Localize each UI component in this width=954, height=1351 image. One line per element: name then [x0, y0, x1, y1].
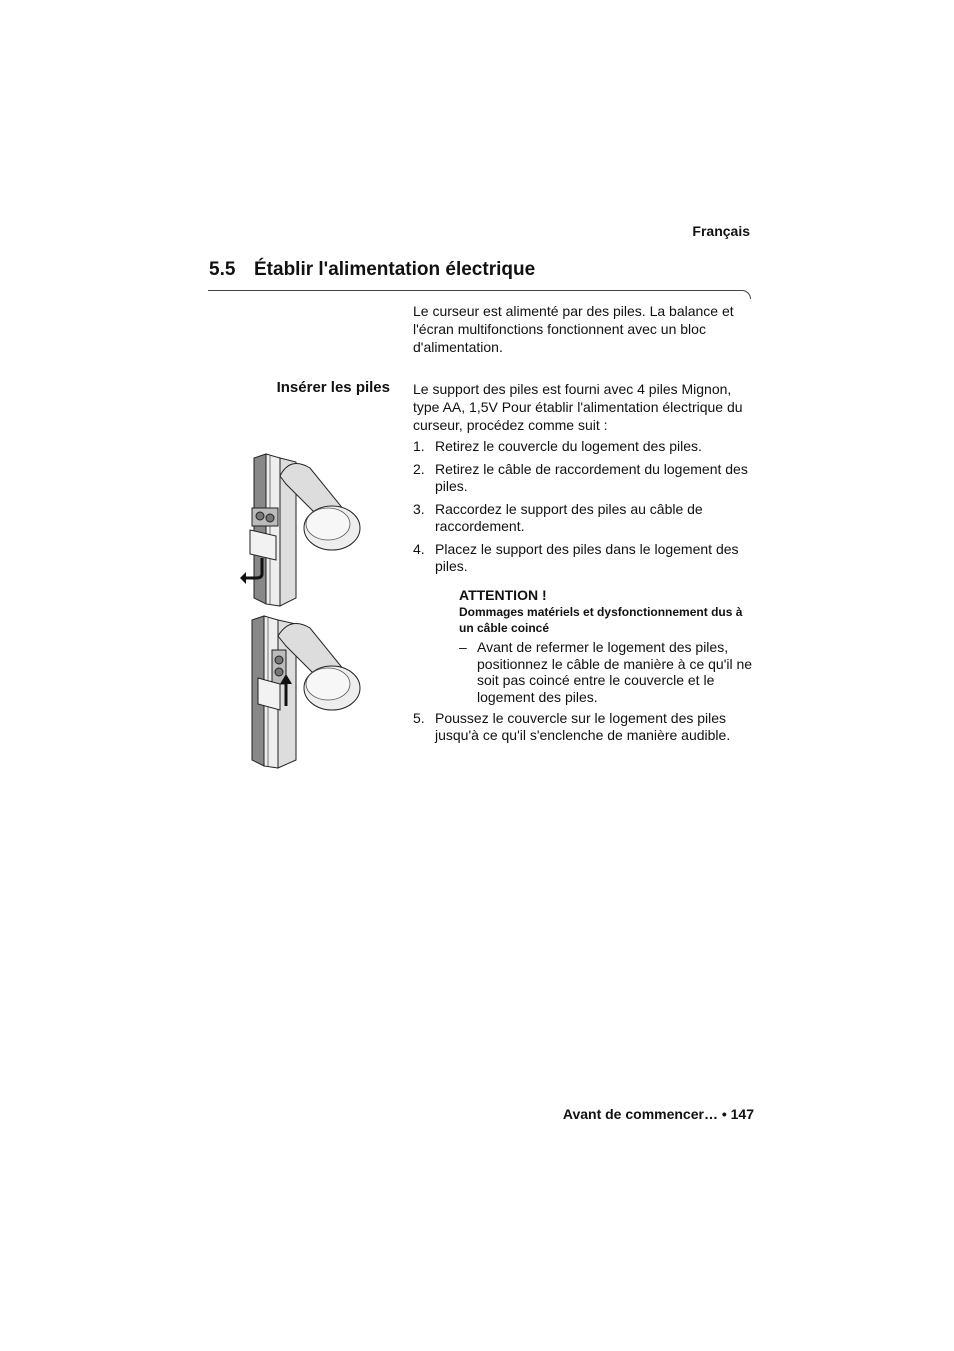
step-text: Placez le support des piles dans le logement des piles.: [435, 541, 739, 574]
subsection-heading: Insérer les piles: [276, 379, 390, 396]
warning-item-text: Avant de refermer le logement des piles, positionnez le câble de manière à ce qu'il ne soit pas coincé entre le couvercle et le logement des piles.: [477, 639, 753, 705]
list-item: [413, 438, 753, 455]
steps-list: [413, 438, 753, 581]
step-text: Retirez le couvercle du logement des piles.: [435, 438, 702, 454]
illustration-insert-holder: [240, 610, 370, 770]
step-number: 5.: [413, 710, 425, 726]
section-title: [209, 259, 535, 281]
section-divider: [208, 290, 742, 291]
list-item: [413, 710, 753, 744]
warning-dash: –: [459, 639, 467, 655]
warning-box: [459, 586, 755, 705]
section-title-text: Établir l'alimentation électrique: [254, 259, 536, 280]
list-item: [413, 501, 753, 535]
steps-list-continued: [413, 710, 753, 750]
warning-item: [459, 639, 755, 705]
step-number: 1.: [413, 438, 425, 454]
warning-title: ATTENTION !: [459, 587, 547, 603]
subsection-paragraph: Le support des piles est fourni avec 4 piles Mignon, type AA, 1,5V Pour établir l'alimentation électrique du curseur, procédez comme suit :: [413, 381, 743, 433]
step-text: Retirez le câble de raccordement du logement des piles.: [435, 461, 748, 494]
step-number: 2.: [413, 461, 425, 477]
list-item: [413, 541, 753, 575]
step-text: Poussez le couvercle sur le logement des piles jusqu'à ce qu'il s'enclenche de manière audible.: [435, 710, 731, 743]
illustration-remove-cable: [240, 448, 370, 608]
page-footer: Avant de commencer… • 147: [562, 1106, 754, 1122]
warning-subtitle: Dommages matériels et dysfonctionnement dus à un câble coincé: [459, 605, 743, 635]
language-label: Français: [692, 223, 750, 239]
list-item: [413, 461, 753, 495]
intro-paragraph: Le curseur est alimenté par des piles. La balance et l'écran multifonctions fonctionnent avec un bloc d'alimentation.: [413, 303, 734, 355]
step-number: 3.: [413, 501, 425, 517]
section-divider-end: [740, 290, 751, 299]
section-number: 5.5: [209, 259, 236, 280]
step-text: Raccordez le support des piles au câble de raccordement.: [435, 501, 703, 534]
step-number: 4.: [413, 541, 425, 557]
